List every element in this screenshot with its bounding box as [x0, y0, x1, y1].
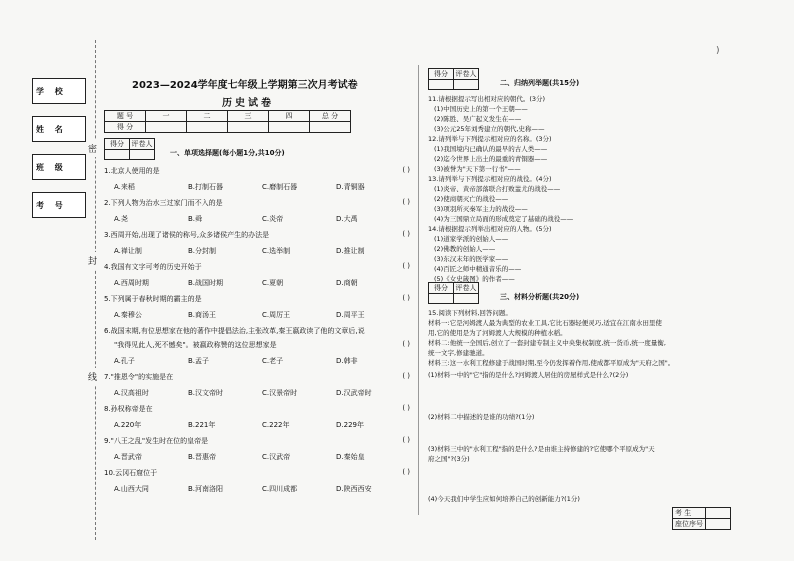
school-field[interactable]: 学 校 — [32, 78, 86, 104]
seal-line — [95, 40, 96, 540]
s3-line: 材料二:他统一全国后,创立了一套封建专制主义中央集权制度,统一货币,统一度量衡, — [428, 339, 666, 347]
subject-title: 历史试卷 — [222, 98, 274, 109]
grader-box-1: 得分 评卷人 — [104, 138, 155, 160]
question-2: 2.下列人物为治水三过家门而不入的是 — [104, 199, 223, 207]
s3-line: 材料三:这一水利工程修建于战国时期,至今仍发挥着作用,使成都平原成为"天府之国"。 — [428, 359, 675, 367]
score-table — [104, 110, 351, 133]
options-3: A.禅让制 B.分封制 C.选举制 D.推让制 — [114, 247, 365, 255]
options-1: A.来稻 B.打制石器 C.磨制石器 D.青铜器 — [114, 183, 365, 191]
exam-number-field[interactable]: 考 号 — [32, 192, 86, 218]
s3-line: (3)材料三中的"水利工程"指的是什么?是由谁主持修建的?它使哪个平原成为"天 — [428, 445, 655, 453]
question-5: 5.下列属于春秋时期的霸主的是 — [104, 295, 202, 303]
left-column — [104, 70, 414, 555]
name-field[interactable]: 姓 名 — [32, 116, 86, 142]
section3-title: 三、材料分析题(共20分) — [500, 293, 580, 301]
score-cell[interactable] — [269, 122, 310, 133]
s2-line: (3)东汉末年的医学家—— — [434, 255, 509, 263]
score-header-cell: 四 — [269, 111, 310, 122]
s2-line: 13.请列举与下列提示相对应的战役。(4分) — [428, 175, 552, 183]
exam-title: 2023—2024学年度七年级上学期第三次月考试卷 — [132, 80, 358, 91]
options-9: A.晋武帝 B.晋惠帝 C.汉武帝 D.秦始皇 — [114, 453, 365, 461]
question-7: 7."推恩令"的实施是在 — [104, 373, 174, 381]
answer-paren[interactable]: ( ) — [402, 262, 410, 270]
question-6-cont: "我得见此人,死不憾矣"。被嬴政称赞的这位思想家是 — [114, 341, 277, 349]
binding-area — [22, 60, 90, 530]
options-4: A.西周时期 B.战国时期 C.夏朝 D.商朝 — [114, 279, 358, 287]
s2-line: (1)我国境内已确认的最早的古人类—— — [434, 145, 548, 153]
s2-line: (4)百匠之师中精通音乐的—— — [434, 265, 522, 273]
page-mark: ) — [716, 46, 720, 56]
grader-box-3: 得分 评卷人 — [428, 282, 479, 304]
s2-line: (3)被誉为"天下第一行书"—— — [434, 165, 521, 173]
s2-line: (1)炎帝、黄帝部落联合打败蚩尤的战役—— — [434, 185, 561, 193]
score-header-cell: 二 — [187, 111, 228, 122]
question-1: 1.北京人使用的是 — [104, 167, 160, 175]
score-header-cell: 一 — [146, 111, 187, 122]
answer-paren[interactable]: ( ) — [402, 294, 410, 302]
seal-word-xian: 线 — [88, 368, 97, 385]
s3-line: (1)材料一中的"它"指的是什么?河姆渡人居住的房屋样式是什么?(2分) — [428, 371, 629, 379]
s3-line: 府之国"?(3分) — [428, 455, 470, 463]
question-4: 4.我国有文字可考的历史开始于 — [104, 263, 202, 271]
options-5: A.秦穆公 B.商汤王 C.周厉王 D.周平王 — [114, 311, 365, 319]
answer-paren[interactable]: ( ) — [402, 404, 410, 412]
s2-line: (3)公元25年刘秀建立的朝代,史称—— — [434, 125, 545, 133]
s2-line: (4)为三国鼎立局面的形成奠定了基础的战役—— — [434, 215, 574, 223]
score-header-cell: 三 — [228, 111, 269, 122]
answer-paren[interactable]: ( ) — [402, 166, 410, 174]
s2-line: 11.请根据提示写出相对应的朝代。(3分) — [428, 95, 546, 103]
answer-paren[interactable]: ( ) — [402, 436, 410, 444]
section1-title: 一、单项选择题(每小题1分,共10分) — [170, 149, 285, 157]
right-column — [428, 68, 718, 538]
s2-line: (2)佛教的创始人—— — [434, 245, 496, 253]
question-8: 8.孙权称帝是在 — [104, 405, 153, 413]
s2-line: (2)陈胜、吴广起义发生在—— — [434, 115, 522, 123]
options-7: A.汉高祖时 B.汉文帝时 C.汉景帝时 D.汉武帝时 — [114, 389, 372, 397]
score-cell[interactable] — [146, 122, 187, 133]
s2-line: (5)《女史箴图》的作者—— — [434, 275, 515, 283]
s2-line: (1)道家学派的创始人—— — [434, 235, 509, 243]
seat-number-box: 考 生 座位序号 — [672, 507, 731, 530]
seal-word-mi: 密 — [88, 140, 97, 157]
s3-line: (2)材料二中描述的是谁的功绩?(1分) — [428, 413, 535, 421]
class-field[interactable]: 班 级 — [32, 154, 86, 180]
s3-line: (4)今天我们中学生应如何培养自己的创新能力?(1分) — [428, 495, 580, 503]
grader-box-2: 得分 评卷人 — [428, 68, 479, 90]
s3-line: 材料一:它是河姆渡人最为典型的农业工具,它比石器轻便灵巧,适宜在江南水田里使 — [428, 319, 662, 327]
answer-paren[interactable]: ( ) — [402, 372, 410, 380]
options-8: A.220年 B.221年 C.222年 D.229年 — [114, 421, 364, 429]
score-label-cell: 得 分 — [105, 122, 146, 133]
s2-line: (3)项羽所灭秦军主力的战役—— — [434, 205, 528, 213]
answer-paren[interactable]: ( ) — [402, 468, 410, 476]
s2-line: (1)中国历史上的第一个王朝—— — [434, 105, 528, 113]
s2-line: (2)迄今世界上出土的最重的青铜器—— — [434, 155, 548, 163]
s3-line: 统一文字,修建驰道。 — [428, 349, 489, 357]
seal-word-feng: 封 — [88, 252, 97, 269]
score-cell[interactable] — [228, 122, 269, 133]
score-cell[interactable] — [187, 122, 228, 133]
options-10: A.山西大同 B.河南洛阳 C.四川成都 D.陕西西安 — [114, 485, 372, 493]
options-6: A.孔子 B.孟子 C.老子 D.韩非 — [114, 357, 358, 365]
question-9: 9."八王之乱"发生时在位的皇帝是 — [104, 437, 209, 445]
s2-line: (2)使商朝灭亡的战役—— — [434, 195, 509, 203]
answer-paren[interactable]: ( ) — [402, 340, 410, 348]
question-3: 3.西周开始,出现了诸侯的称号,众多诸侯产生的办法是 — [104, 231, 270, 239]
answer-paren[interactable]: ( ) — [402, 230, 410, 238]
score-header-cell: 题 号 — [105, 111, 146, 122]
score-cell[interactable] — [310, 122, 351, 133]
s3-line: 用,它的使用是为了河姆渡人大规模的种植水稻。 — [428, 329, 567, 337]
score-header-cell: 总 分 — [310, 111, 351, 122]
options-2: A.尧 B.舜 C.炎帝 D.大禹 — [114, 215, 358, 223]
question-10: 10.云冈石窟位于 — [104, 469, 158, 477]
section2-title: 二、归纳列举题(共15分) — [500, 79, 580, 87]
answer-paren[interactable]: ( ) — [402, 198, 410, 206]
column-divider — [418, 65, 419, 515]
s2-line: 12.请列举与下列提示相对应的名称。(3分) — [428, 135, 552, 143]
s2-line: 14.请根据提示列举出相对应的人物。(5分) — [428, 225, 552, 233]
s3-line: 15.阅读下列材料,回答问题。 — [428, 309, 512, 317]
question-6: 6.战国末期,有位思想家在他的著作中提倡法治,主张改革,秦王嬴政读了他的文章后,说 — [104, 327, 365, 335]
